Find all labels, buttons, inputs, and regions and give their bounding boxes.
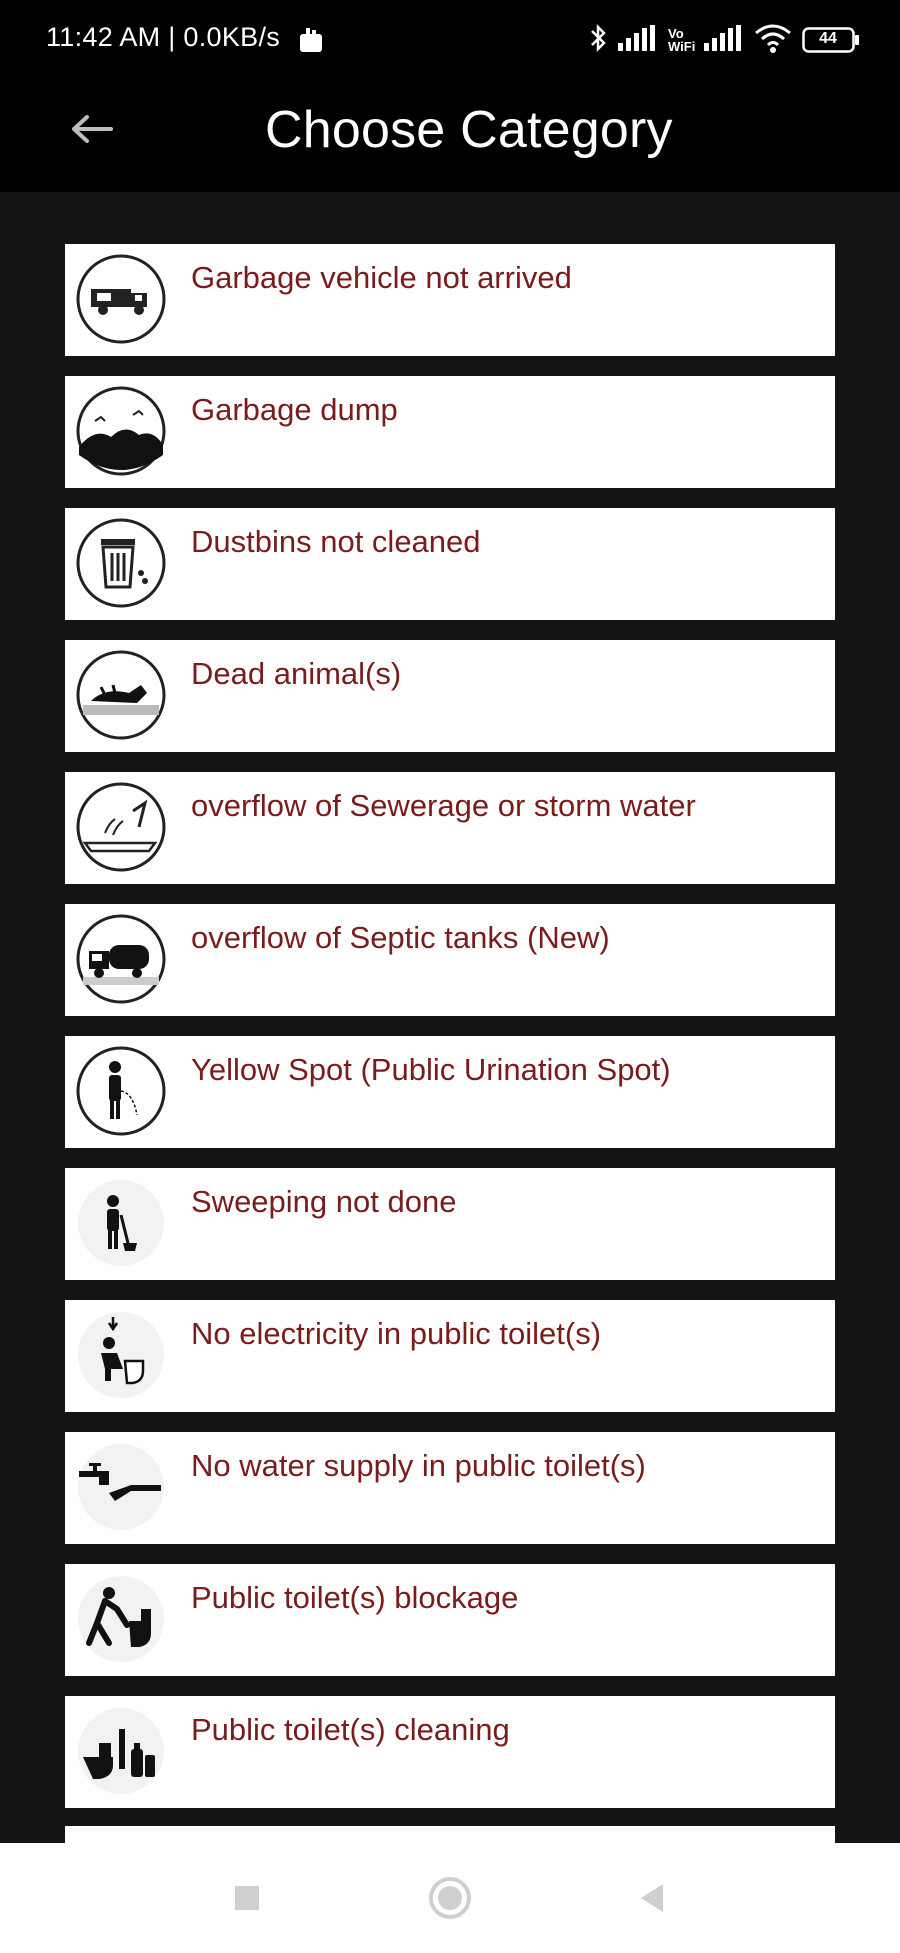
category-label: overflow of Septic tanks (New) <box>191 920 610 955</box>
category-label: Garbage dump <box>191 392 398 427</box>
wifi-icon <box>754 23 792 58</box>
category-label: Dead animal(s) <box>191 656 402 691</box>
battery-icon <box>802 27 860 53</box>
home-button[interactable] <box>428 1878 472 1922</box>
no-water-tap-icon <box>75 1441 167 1533</box>
category-label: Public toilet(s) blockage <box>191 1580 519 1615</box>
category-label: Public toilet(s) cleaning <box>191 1712 510 1747</box>
page-title: Choose Category <box>265 101 673 159</box>
system-nav-bar <box>0 1843 900 1953</box>
category-item-dustbins[interactable] <box>65 508 835 620</box>
category-item-no-electricity[interactable] <box>65 1300 835 1412</box>
sewerage-overflow-icon <box>75 781 167 873</box>
status-time: 11:42 AM | 0.0KB/s <box>46 22 281 52</box>
recents-button[interactable] <box>225 1878 269 1922</box>
garbage-dump-icon <box>75 385 167 477</box>
battery-level: 44 <box>819 30 837 47</box>
bluetooth-icon <box>588 23 608 58</box>
category-label: Yellow Spot (Public Urination Spot) <box>191 1052 671 1087</box>
dustbin-icon <box>75 517 167 609</box>
garbage-truck-icon <box>75 253 167 345</box>
arrow-left-icon <box>69 114 113 149</box>
signal-icon <box>618 25 658 56</box>
signal-icon-2 <box>704 25 744 56</box>
status-bar <box>0 0 900 80</box>
notification-icon <box>298 26 324 59</box>
app-bar <box>0 80 900 192</box>
category-label: No electricity in public toilet(s) <box>191 1316 602 1351</box>
toilet-cleaning-icon <box>75 1705 167 1797</box>
category-label: overflow of Sewerage or storm water <box>191 788 696 823</box>
category-label: No water supply in public toilet(s) <box>191 1448 646 1483</box>
category-item-dead-animal[interactable] <box>65 640 835 752</box>
urination-spot-icon <box>75 1045 167 1137</box>
toilet-blockage-icon <box>75 1573 167 1665</box>
category-item-no-water[interactable] <box>65 1432 835 1544</box>
back-nav-button[interactable] <box>630 1878 674 1922</box>
vowifi-label: Vo WiFi <box>668 26 696 54</box>
category-item-garbage-vehicle[interactable] <box>65 244 835 356</box>
back-button[interactable] <box>58 98 124 164</box>
category-list <box>65 244 835 1828</box>
category-item-septic[interactable] <box>65 904 835 1016</box>
septic-tank-truck-icon <box>75 913 167 1005</box>
category-item-yellow-spot[interactable] <box>65 1036 835 1148</box>
sweeper-icon <box>75 1177 167 1269</box>
status-icons <box>588 20 860 60</box>
category-item-toilet-blockage[interactable] <box>65 1564 835 1676</box>
category-label: Garbage vehicle not arrived <box>191 260 572 295</box>
dead-animal-icon <box>75 649 167 741</box>
no-electricity-toilet-icon <box>75 1309 167 1401</box>
category-item-sweeping[interactable] <box>65 1168 835 1280</box>
category-label: Dustbins not cleaned <box>191 524 481 559</box>
category-item-toilet-cleaning[interactable] <box>65 1696 835 1808</box>
triangle-back-icon <box>637 1882 667 1919</box>
category-label: Sweeping not done <box>191 1184 457 1219</box>
circle-home-icon <box>428 1876 472 1925</box>
category-item-garbage-dump[interactable] <box>65 376 835 488</box>
square-recents-icon <box>233 1884 261 1917</box>
category-item-sewerage[interactable] <box>65 772 835 884</box>
